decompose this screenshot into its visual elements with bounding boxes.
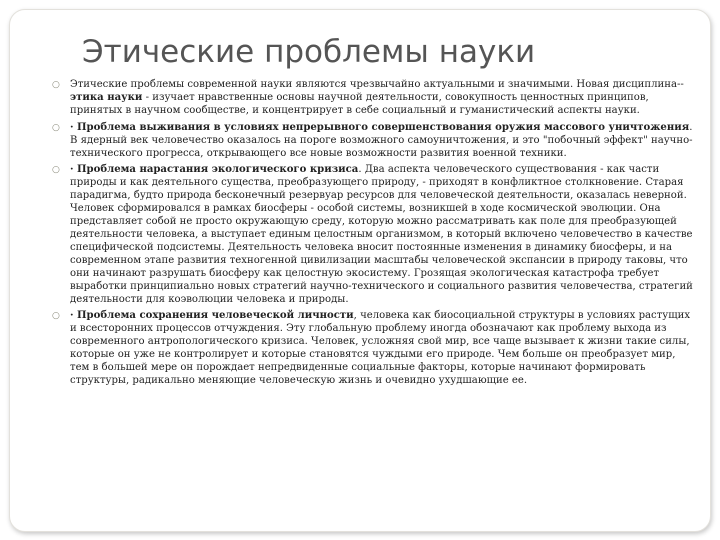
- bullet-item-2: [51, 122, 696, 161]
- slide: [9, 9, 711, 532]
- bold-term: · Проблема выживания в условиях непрерывного совершенствования оружия массового уничтожения: [70, 121, 690, 133]
- bullet-item-1: [51, 79, 696, 118]
- bold-term: · Проблема сохранения человеческой личности: [70, 310, 354, 322]
- bullet-text: [70, 164, 693, 304]
- circle-bullet-icon: ○: [52, 122, 60, 133]
- bullet-text: [70, 79, 684, 116]
- bold-term: · Проблема нарастания экологического кризиса: [70, 164, 359, 176]
- circle-bullet-icon: ○: [52, 80, 60, 90]
- circle-bullet-icon: ○: [52, 311, 60, 322]
- text-segment: , человека как биосоциальной структуры в условиях растущих и всесторонних процессов отчуждения. Эту глобальную проблему иногда обозначают как проблему выхода из современного антропологического кризиса. Человек, усложняя свой мир, все чаще вызывает к жизни такие силы, которые он уже не контролирует и которые становятся чуждыми его природе. Чем больше он преобразует мир, тем в большей мере он порождает непредвиденные социальные факторы, которые начинают формировать структуры, радикально меняющие человеческую жизнь и очевидно ухудшающие ее.: [70, 310, 691, 386]
- bullet-item-3: [51, 164, 696, 306]
- bold-term: этика науки: [70, 91, 143, 103]
- circle-bullet-icon: ○: [52, 165, 60, 176]
- text-segment: - изучает нравственные основы научной деятельности, совокупность ценностных принципов, принятых в научном сообществе, и концентрирует в себе социальный и гуманистический аспекты науки.: [70, 91, 649, 116]
- bullet-text: [70, 310, 690, 386]
- bullet-text: [70, 122, 693, 159]
- bullet-list: [51, 79, 696, 392]
- page-title: Этические проблемы науки: [82, 34, 536, 70]
- bullet-item-4: [51, 310, 696, 387]
- text-segment: Этические проблемы современной науки являются чрезвычайно актуальными и значимыми. Новая дисциплина--: [70, 79, 684, 90]
- text-segment: . В ядерный век человечество оказалось на пороге возможного самоуничтожения, и это "побочный эффект" научно-технического прогресса, открывающего все новые возможности развития военной техники.: [70, 121, 693, 159]
- text-segment: . Два аспекта человеческого существования - как части природы и как деятельного существа, преобразующего природу, - приходят в конфликтное столкновение. Старая парадигма, будто природа бесконечный резервуар ресурсов для человеческой деятельности, оказалась неверной. Человек сформировался в рамках биосферы - особой системы, возникшей в ходе космической эволюции. Она представляет собой не просто окружающую среду, которую можно рассматривать как поле для преобразующей деятельности человека, а выступает единым целостным организмом, в который включено человечество в качестве специфической подсистемы. Деятельность человека вносит постоянные изменения в динамику биосферы, и на современном этапе развития техногенной цивилизации масштабы человеческой экспансии в природу таковы, что они начинают разрушать биосферу как целостную экосистему. Грозящая экологическая катастрофа требует выработки принципиально новых стратегий научно-технического и социального развития человечества, стратегий деятельности для коэволюции человека и природы.: [70, 164, 693, 305]
